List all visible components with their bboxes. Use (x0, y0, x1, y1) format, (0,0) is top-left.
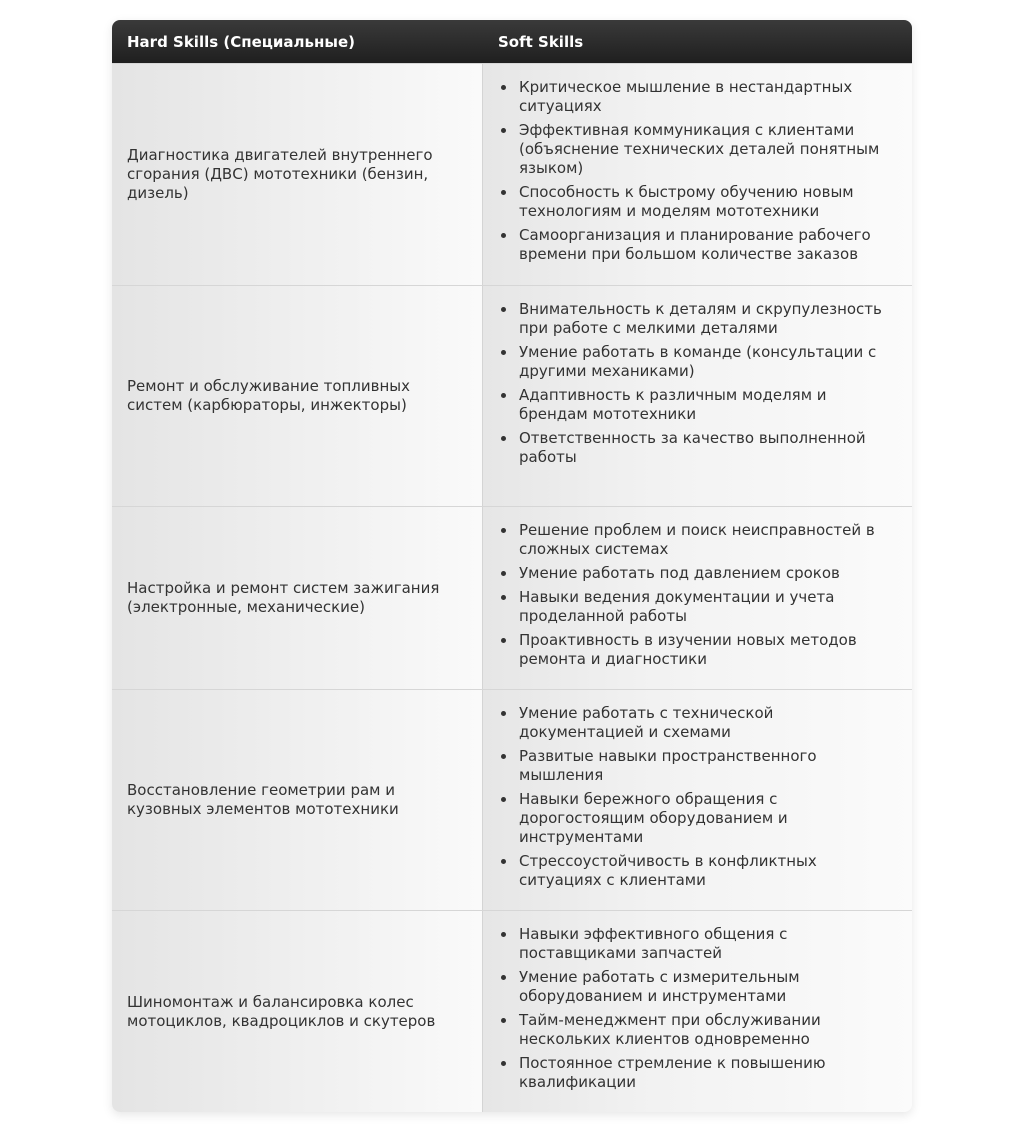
hard-skill-cell: Диагностика двигателей внутреннего сгорания (ДВС) мототехники (бензин, дизель) (112, 64, 483, 285)
hard-skill-cell: Восстановление геометрии рам и кузовных элементов мототехники (112, 690, 483, 910)
list-item: Умение работать под давлением сроков (498, 564, 897, 583)
table-row (112, 910, 912, 1112)
skills-table (112, 20, 912, 1112)
list-item: Проактивность в изучении новых методов ремонта и диагностики (498, 631, 897, 669)
soft-skills-cell (483, 286, 912, 506)
soft-skills-list (498, 925, 897, 1092)
soft-skills-list (498, 300, 897, 467)
column-header-hard-skills: Hard Skills (Специальные) (127, 32, 355, 51)
table-header (112, 20, 912, 63)
list-item: Адаптивность к различным моделям и брендам мототехники (498, 386, 897, 424)
list-item: Внимательность к деталям и скрупулезность при работе с мелкими деталями (498, 300, 897, 338)
list-item: Стрессоустойчивость в конфликтных ситуациях с клиентами (498, 852, 897, 890)
table-row (112, 506, 912, 689)
soft-skills-cell (483, 64, 912, 285)
soft-skills-cell (483, 507, 912, 689)
list-item: Развитые навыки пространственного мышления (498, 747, 897, 785)
list-item: Навыки эффективного общения с поставщиками запчастей (498, 925, 897, 963)
list-item: Эффективная коммуникация с клиентами (объяснение технических деталей понятным языком) (498, 121, 897, 178)
soft-skills-list (498, 704, 897, 890)
list-item: Самоорганизация и планирование рабочего времени при большом количестве заказов (498, 226, 897, 264)
list-item: Навыки бережного обращения с дорогостоящим оборудованием и инструментами (498, 790, 897, 847)
soft-skills-cell (483, 690, 912, 910)
soft-skills-list (498, 78, 897, 264)
list-item: Умение работать с измерительным оборудованием и инструментами (498, 968, 897, 1006)
list-item: Способность к быстрому обучению новым технологиям и моделям мототехники (498, 183, 897, 221)
table-row (112, 285, 912, 506)
list-item: Навыки ведения документации и учета проделанной работы (498, 588, 897, 626)
table-row (112, 63, 912, 285)
list-item: Критическое мышление в нестандартных ситуациях (498, 78, 897, 116)
list-item: Умение работать в команде (консультации с другими механиками) (498, 343, 897, 381)
hard-skill-cell: Настройка и ремонт систем зажигания (электронные, механические) (112, 507, 483, 689)
list-item: Решение проблем и поиск неисправностей в сложных системах (498, 521, 897, 559)
hard-skill-cell: Ремонт и обслуживание топливных систем (карбюраторы, инжекторы) (112, 286, 483, 506)
list-item: Ответственность за качество выполненной работы (498, 429, 897, 467)
list-item: Тайм-менеджмент при обслуживании нескольких клиентов одновременно (498, 1011, 897, 1049)
list-item: Умение работать с технической документацией и схемами (498, 704, 897, 742)
soft-skills-list (498, 521, 897, 669)
column-header-soft-skills: Soft Skills (498, 32, 584, 51)
hard-skill-cell: Шиномонтаж и балансировка колес мотоциклов, квадроциклов и скутеров (112, 911, 483, 1112)
soft-skills-cell (483, 911, 912, 1112)
list-item: Постоянное стремление к повышению квалификации (498, 1054, 897, 1092)
table-row (112, 689, 912, 910)
